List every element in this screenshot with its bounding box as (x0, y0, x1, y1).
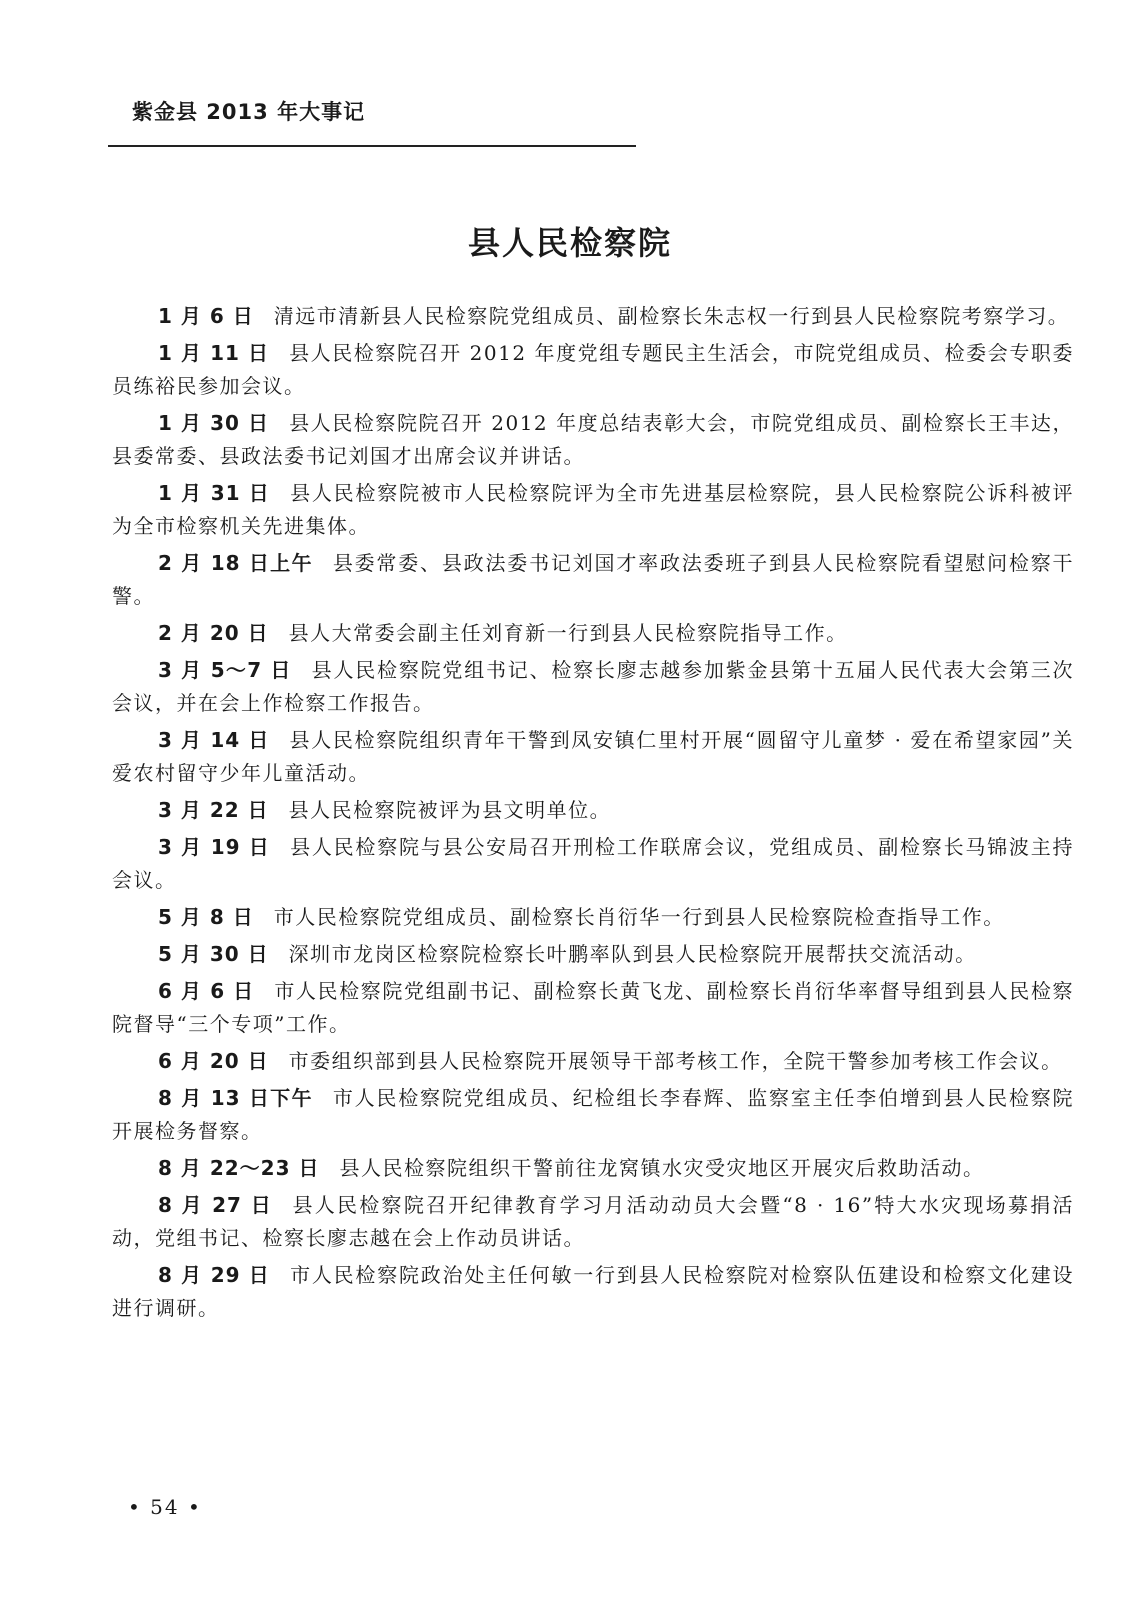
event-text: 县人民检察院与县公安局召开刑检工作联席会议，党组成员、副检察长马锦波主持会议。 (112, 835, 1075, 892)
event-list (112, 300, 1074, 1329)
event-entry (112, 337, 1074, 403)
event-entry (112, 617, 1074, 650)
event-entry (112, 547, 1074, 613)
event-text: 市人民检察院党组成员、纪检组长李春辉、监察室主任李伯增到县人民检察院开展检务督察。 (112, 1086, 1075, 1143)
event-text: 县人民检察院被评为县文明单位。 (288, 798, 612, 822)
event-text: 县人民检察院召开纪律教育学习月活动动员大会暨“8 · 16”特大水灾现场募捐活动，党组书记、检察长廖志越在会上作动员讲话。 (112, 1193, 1074, 1250)
event-date: 1 月 6 日 (158, 304, 254, 328)
event-entry (112, 477, 1074, 543)
event-entry (112, 1082, 1074, 1148)
event-text: 市人民检察院党组成员、副检察长肖衍华一行到县人民检察院检查指导工作。 (273, 905, 1005, 929)
event-entry (112, 1045, 1074, 1078)
event-entry (112, 1189, 1074, 1255)
event-date: 8 月 29 日 (158, 1263, 271, 1287)
event-entry (112, 794, 1074, 827)
event-entry (112, 724, 1074, 790)
event-text: 清远市清新县人民检察院党组成员、副检察长朱志权一行到县人民检察院考察学习。 (273, 304, 1070, 328)
event-text: 县人民检察院召开 2012 年度党组专题民主生活会，市院党组成员、检委会专职委员练裕民参加会议。 (112, 341, 1074, 398)
event-date: 1 月 31 日 (158, 481, 271, 505)
event-text: 市人民检察院政治处主任何敏一行到县人民检察院对检察队伍建设和检察文化建设进行调研。 (112, 1263, 1075, 1320)
event-entry (112, 300, 1074, 333)
event-date: 5 月 8 日 (158, 905, 254, 929)
event-date: 6 月 6 日 (158, 979, 255, 1003)
event-date: 3 月 22 日 (158, 798, 269, 822)
event-entry (112, 901, 1074, 934)
event-text: 县人民检察院党组书记、检察长廖志越参加紫金县第十五届人民代表大会第三次会议，并在会上作检察工作报告。 (112, 658, 1075, 715)
event-date: 5 月 30 日 (158, 942, 269, 966)
event-entry (112, 975, 1074, 1041)
page-number: • 54 • (128, 1495, 202, 1519)
event-date: 3 月 19 日 (158, 835, 271, 859)
event-text: 县委常委、县政法委书记刘国才率政法委班子到县人民检察院看望慰问检察干警。 (112, 551, 1075, 608)
event-date: 8 月 27 日 (158, 1193, 273, 1217)
event-date: 1 月 11 日 (158, 341, 270, 365)
event-text: 县人民检察院组织干警前往龙窝镇水灾受灾地区开展灾后救助活动。 (339, 1156, 985, 1180)
event-date: 2 月 20 日 (158, 621, 269, 645)
event-date: 2 月 18 日上午 (158, 551, 313, 575)
running-header: 紫金县 2013 年大事记 (132, 100, 366, 124)
event-text: 县人大常委会副主任刘育新一行到县人民检察院指导工作。 (288, 621, 848, 645)
event-date: 1 月 30 日 (158, 411, 270, 435)
event-date: 3 月 5～7 日 (158, 658, 292, 682)
event-text: 深圳市龙岗区检察院检察长叶鹏率队到县人民检察院开展帮扶交流活动。 (288, 942, 977, 966)
event-entry (112, 1259, 1074, 1325)
event-text: 县人民检察院被市人民检察院评为全市先进基层检察院，县人民检察院公诉科被评为全市检察机关先进集体。 (112, 481, 1075, 538)
event-date: 8 月 13 日下午 (158, 1086, 313, 1110)
event-date: 3 月 14 日 (158, 728, 270, 752)
event-entry (112, 938, 1074, 971)
event-entry (112, 654, 1074, 720)
header-rule (108, 145, 636, 147)
event-entry (112, 831, 1074, 897)
event-text: 市人民检察院党组副书记、副检察长黄飞龙、副检察长肖衍华率督导组到县人民检察院督导“三个专项”工作。 (112, 979, 1074, 1036)
event-entry (112, 1152, 1074, 1185)
event-date: 6 月 20 日 (158, 1049, 269, 1073)
event-entry (112, 407, 1074, 473)
event-text: 县人民检察院组织青年干警到凤安镇仁里村开展“圆留守儿童梦 · 爱在希望家园”关爱农村留守少年儿童活动。 (112, 728, 1074, 785)
event-date: 8 月 22～23 日 (158, 1156, 320, 1180)
event-text: 市委组织部到县人民检察院开展领导干部考核工作，全院干警参加考核工作会议。 (288, 1049, 1063, 1073)
section-title: 县人民检察院 (467, 224, 672, 262)
event-text: 县人民检察院院召开 2012 年度总结表彰大会，市院党组成员、副检察长王丰达，县委常委、县政法委书记刘国才出席会议并讲话。 (112, 411, 1074, 468)
